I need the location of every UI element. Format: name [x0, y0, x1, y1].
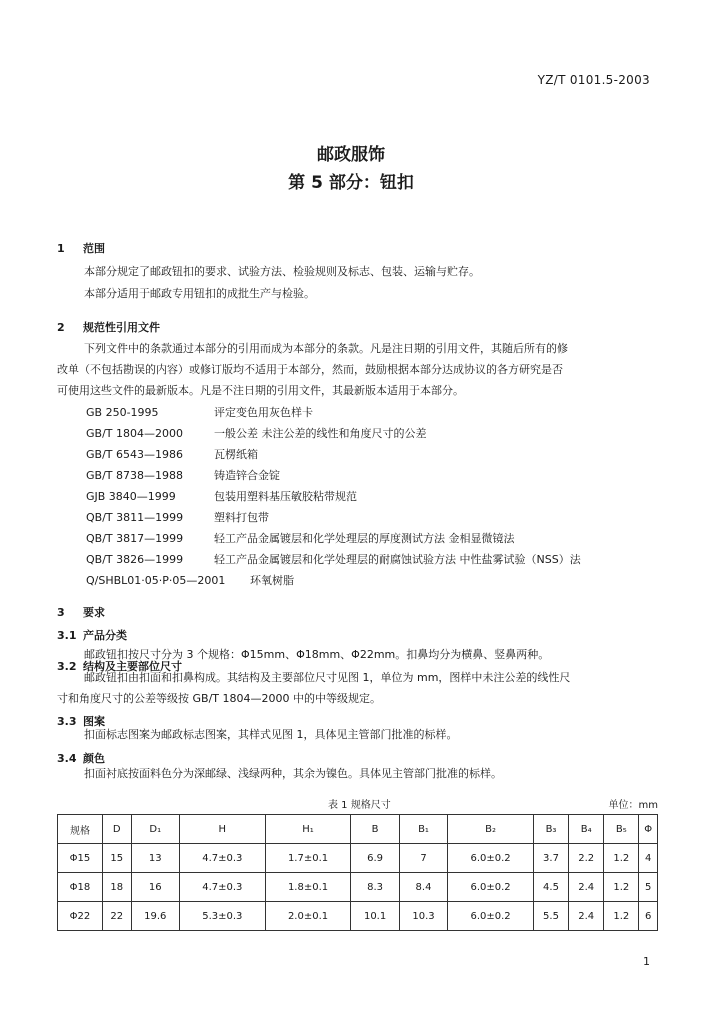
table-cell: 22 [102, 902, 131, 931]
table-cell: 4.5 [533, 873, 568, 902]
section-1-heading [57, 240, 105, 256]
table-header-cell: B₄ [569, 815, 604, 844]
table-header-cell: 规格 [58, 815, 103, 844]
reference-title: 环氧树脂 [250, 574, 294, 587]
reference-item [86, 488, 357, 504]
table-cell: 7 [399, 844, 447, 873]
table-cell: 2.0±0.1 [265, 902, 351, 931]
table-cell: 1.2 [604, 902, 639, 931]
table-cell: 4.7±0.3 [179, 873, 265, 902]
table-cell: 2.2 [569, 844, 604, 873]
section-title: 图案 [83, 715, 105, 728]
table-caption: 表 1 规格尺寸 [328, 800, 391, 811]
reference-title: 一般公差 未注公差的线性和角度尺寸的公差 [214, 427, 427, 440]
section-title: 结构及主要部位尺寸 [83, 660, 182, 673]
table-cell: 3.7 [533, 844, 568, 873]
section-number: 3.1 [57, 629, 77, 642]
table-header-cell: D [102, 815, 131, 844]
table-cell: 13 [131, 844, 179, 873]
table-row [58, 844, 658, 873]
reference-title: 评定变色用灰色样卡 [214, 406, 313, 419]
reference-code: GB/T 8738—1988 [86, 469, 183, 482]
table-header-row [58, 815, 658, 844]
section-3-2-para-line-1: 邮政钮扣由扣面和扣鼻构成。其结构及主要部位尺寸见图 1，单位为 mm，图样中未注公差的线性尺 [84, 671, 571, 684]
reference-item [86, 404, 313, 420]
reference-item [86, 509, 269, 525]
section-3-4-para: 扣面衬底按面料色分为深邮绿、浅绿两种，其余为镍色。具体见主管部门批准的标样。 [84, 767, 502, 780]
section-title: 要求 [83, 606, 105, 619]
reference-code: GB 250-1995 [86, 406, 159, 419]
table-header-cell: B [351, 815, 399, 844]
section-3-2-para-line-2: 寸和角度尺寸的公差等级按 GB/T 1804—2000 中的中等级规定。 [57, 692, 381, 705]
section-number: 3.2 [57, 660, 77, 673]
table-cell: 5.5 [533, 902, 568, 931]
section-2-para-line-1: 下列文件中的条款通过本部分的引用而成为本部分的条款。凡是注日期的引用文件，其随后所有的修 [84, 342, 568, 355]
table-cell: 2.4 [569, 902, 604, 931]
reference-title: 轻工产品金属镀层和化学处理层的耐腐蚀试验方法 中性盐雾试验（NSS）法 [214, 553, 581, 566]
section-number: 3 [57, 606, 65, 619]
section-2-heading [57, 319, 160, 335]
section-number: 1 [57, 242, 65, 255]
section-1-para-1: 本部分规定了邮政钮扣的要求、试验方法、检验规则及标志、包装、运输与贮存。 [84, 265, 480, 278]
table-cell: 18 [102, 873, 131, 902]
table-cell: 1.7±0.1 [265, 844, 351, 873]
reference-code: QB/T 3811—1999 [86, 511, 184, 524]
table-header-cell: B₁ [399, 815, 447, 844]
table-cell: 1.8±0.1 [265, 873, 351, 902]
table-header-cell: B₂ [448, 815, 534, 844]
reference-title: 瓦楞纸箱 [214, 448, 258, 461]
section-number: 3.4 [57, 752, 77, 765]
section-3-1-para: 邮政钮扣按尺寸分为 3 个规格：Φ15mm、Φ18mm、Φ22mm。扣鼻均分为横鼻、竖鼻两种。 [84, 648, 550, 661]
section-3-1-heading [57, 627, 127, 643]
reference-item [86, 425, 427, 441]
reference-code: GJB 3840—1999 [86, 490, 176, 503]
standard-code: YZ/T 0101.5-2003 [537, 73, 650, 87]
table-cell: Φ15 [58, 844, 103, 873]
reference-item [86, 446, 258, 462]
table-cell: 6.0±0.2 [448, 902, 534, 931]
section-number: 2 [57, 321, 65, 334]
reference-item [86, 467, 280, 483]
table-cell: 4 [639, 844, 658, 873]
reference-item [86, 572, 294, 588]
table-cell: 6.9 [351, 844, 399, 873]
table-cell: 16 [131, 873, 179, 902]
table-cell: 10.3 [399, 902, 447, 931]
table-cell: 5.3±0.3 [179, 902, 265, 931]
table-cell: 2.4 [569, 873, 604, 902]
section-2-para-line-2: 改单（不包括勘误的内容）或修订版均不适用于本部分，然而，鼓励根据本部分达成协议的各方研究是否 [57, 363, 563, 376]
table-cell: 8.4 [399, 873, 447, 902]
table-cell: 5 [639, 873, 658, 902]
document-subtitle: 第 5 部分：钮扣 [288, 173, 414, 193]
section-3-3-para: 扣面标志图案为邮政标志图案，其样式见图 1，具体见主管部门批准的标样。 [84, 728, 458, 741]
table-header-cell: H [179, 815, 265, 844]
reference-code: Q/SHBL01·05·P·05—2001 [86, 574, 226, 587]
reference-item [86, 551, 581, 567]
table-cell: 6.0±0.2 [448, 844, 534, 873]
table-cell: 6 [639, 902, 658, 931]
table-cell: Φ22 [58, 902, 103, 931]
document-title: 邮政服饰 [317, 145, 385, 165]
table-cell: Φ18 [58, 873, 103, 902]
table-cell: 1.2 [604, 844, 639, 873]
table-header-cell: B₅ [604, 815, 639, 844]
table-cell: 15 [102, 844, 131, 873]
page-number: 1 [643, 955, 650, 968]
section-title: 产品分类 [83, 629, 127, 642]
table-row [58, 902, 658, 931]
section-2-para-line-3: 可使用这些文件的最新版本。凡是不注日期的引用文件，其最新版本适用于本部分。 [57, 384, 464, 397]
table-header-cell: D₁ [131, 815, 179, 844]
section-number: 3.3 [57, 715, 77, 728]
reference-title: 塑料打包带 [214, 511, 269, 524]
spec-table [57, 814, 658, 931]
section-title: 规范性引用文件 [83, 321, 160, 334]
table-header-cell: H₁ [265, 815, 351, 844]
reference-code: GB/T 6543—1986 [86, 448, 183, 461]
reference-title: 铸造锌合金锭 [214, 469, 280, 482]
section-title: 范围 [83, 242, 105, 255]
table-cell: 4.7±0.3 [179, 844, 265, 873]
reference-code: QB/T 3826—1999 [86, 553, 184, 566]
table-cell: 1.2 [604, 873, 639, 902]
table-row [58, 873, 658, 902]
section-1-para-2: 本部分适用于邮政专用钮扣的成批生产与检验。 [84, 287, 315, 300]
table-cell: 8.3 [351, 873, 399, 902]
reference-item [86, 530, 515, 546]
table-cell: 10.1 [351, 902, 399, 931]
section-title: 颜色 [83, 752, 105, 765]
reference-code: GB/T 1804—2000 [86, 427, 183, 440]
table-header-cell: B₃ [533, 815, 568, 844]
table-cell: 19.6 [131, 902, 179, 931]
reference-code: QB/T 3817—1999 [86, 532, 184, 545]
reference-title: 轻工产品金属镀层和化学处理层的厚度测试方法 金相显微镜法 [214, 532, 515, 545]
table-header-cell: Φ [639, 815, 658, 844]
table-cell: 6.0±0.2 [448, 873, 534, 902]
table-unit: 单位：mm [608, 800, 658, 811]
section-3-heading [57, 604, 105, 620]
reference-title: 包装用塑料基压敏胶粘带规范 [214, 490, 357, 503]
